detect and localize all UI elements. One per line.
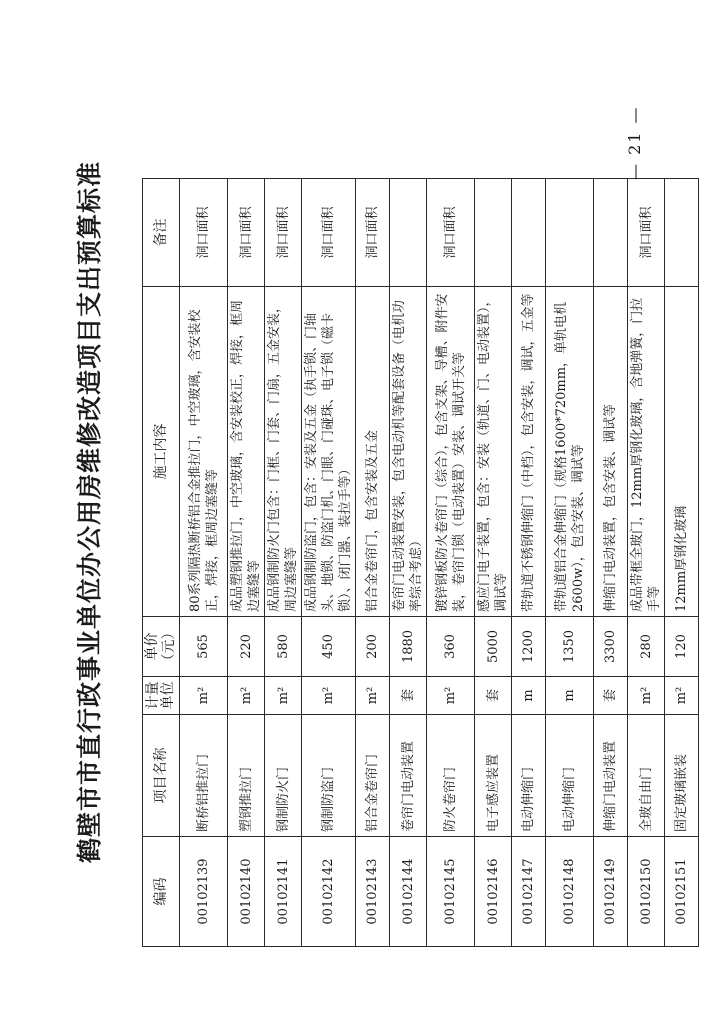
table-row [475,179,512,947]
row-code: 00102144 [390,837,427,947]
table-row [228,179,265,947]
row-note: 洞口面积 [180,179,228,287]
row-note: 洞口面积 [427,179,475,287]
table-row [628,179,665,947]
row-code: 00102140 [228,837,265,947]
row-code: 00102148 [546,837,594,947]
row-price: 450 [302,617,356,677]
row-unit: m² [180,677,228,715]
row-name: 卷帘门电动装置 [390,715,427,837]
row-price: 200 [356,617,390,677]
page-title: 鹤壁市市直行政事业单位办公用房维修改造项目支出预算标准 [75,161,104,864]
row-name: 电动伸缩门 [512,715,546,837]
row-unit: 套 [594,677,628,715]
row-name: 防火卷帘门 [427,715,475,837]
row-name: 钢制防火门 [265,715,302,837]
row-code: 00102141 [265,837,302,947]
row-name: 塑钢推拉门 [228,715,265,837]
table-row [390,179,427,947]
row-code: 00102149 [594,837,628,947]
row-work: 伸缩门电动装置，包含安装、调试等 [594,287,628,617]
row-work: 卷帘门电动装置安装，包含电动机等配套设备（电机功率综合考虑） [390,287,427,617]
row-code: 00102146 [475,837,512,947]
row-code: 00102147 [512,837,546,947]
row-code: 00102142 [302,837,356,947]
header-note: 备注 [143,179,180,287]
row-note [475,179,512,287]
header-work: 施工内容 [143,287,180,617]
row-unit: m² [302,677,356,715]
table-row [180,179,228,947]
page-number: — 21 — [625,105,644,180]
table-row [427,179,475,947]
row-work: 成品塑钢推拉门，中空玻璃，含安装校正，焊接，框周边塞缝等 [228,287,265,617]
row-code: 00102150 [628,837,665,947]
row-code: 00102143 [356,837,390,947]
row-work: 12mm厚钢化玻璃 [665,287,699,617]
header-price: 单价（元） [143,617,180,677]
header-unit: 计量单位 [143,677,180,715]
row-unit: m [546,677,594,715]
row-price: 280 [628,617,665,677]
row-price: 220 [228,617,265,677]
row-work: 感应门电子装置，包含：安装（轨道、门、电动装置），调试等 [475,287,512,617]
row-code: 00102145 [427,837,475,947]
header-code: 编码 [143,837,180,947]
row-unit: m² [265,677,302,715]
row-work: 带轨道不锈钢伸缩门（中档），包含安装，调试，五金等 [512,287,546,617]
table-header-row [143,179,180,947]
row-price: 3300 [594,617,628,677]
row-work: 带轨道铝合金伸缩门（规格1600*720mm，单轨电机2600w），包含安装、调试等 [546,287,594,617]
row-name: 电动伸缩门 [546,715,594,837]
row-note [512,179,546,287]
table-row [356,179,390,947]
row-price: 1200 [512,617,546,677]
row-unit: m² [356,677,390,715]
table-row [546,179,594,947]
row-work: 成品钢制防火门包含：门框、门套、门扇，五金安装，周边塞缝等 [265,287,302,617]
row-note: 洞口面积 [228,179,265,287]
row-price: 360 [427,617,475,677]
row-unit: m² [665,677,699,715]
row-note: 洞口面积 [356,179,390,287]
row-note: 洞口面积 [302,179,356,287]
row-price: 120 [665,617,699,677]
row-name: 铝合金卷帘门 [356,715,390,837]
row-work: 成品钢制防盗门，包含：安装及五金（执手锁、门轴头、地锁、防盗门机、门眼、门碰珠、电子锁（磁卡锁）、闭门器、装拉手等） [302,287,356,617]
row-work: 80系列隔热断桥铝合金推拉门，中空玻璃，含安装校正，焊接，框周边塞缝等 [180,287,228,617]
row-price: 1350 [546,617,594,677]
header-name: 项目名称 [143,715,180,837]
row-name: 固定玻璃嵌装 [665,715,699,837]
row-note [390,179,427,287]
row-unit: m [512,677,546,715]
row-note: 洞口面积 [628,179,665,287]
row-note [546,179,594,287]
table-row [302,179,356,947]
row-code: 00102151 [665,837,699,947]
row-note [665,179,699,287]
row-unit: 套 [475,677,512,715]
row-unit: m² [628,677,665,715]
row-work: 镀锌钢板防火卷帘门（综合），包含支架、导槽、附件安装，卷帘门锁（电动装置）安装、调试开关等 [427,287,475,617]
row-name: 伸缩门电动装置 [594,715,628,837]
row-price: 580 [265,617,302,677]
table-row [665,179,699,947]
table-row [594,179,628,947]
row-work: 铝合金卷帘门，包含安装及五金 [356,287,390,617]
row-unit: m² [228,677,265,715]
row-name: 钢制防盗门 [302,715,356,837]
row-name: 断桥铝推拉门 [180,715,228,837]
row-price: 565 [180,617,228,677]
table-row [265,179,302,947]
budget-table [142,178,699,947]
row-unit: m² [427,677,475,715]
row-note: 洞口面积 [265,179,302,287]
row-work: 成品带框全玻门，12mm厚钢化玻璃，含地弹簧，门拉手等 [628,287,665,617]
row-price: 1880 [390,617,427,677]
row-name: 电子感应装置 [475,715,512,837]
row-note [594,179,628,287]
row-code: 00102139 [180,837,228,947]
row-name: 全玻自由门 [628,715,665,837]
table-row [512,179,546,947]
row-unit: 套 [390,677,427,715]
row-price: 5000 [475,617,512,677]
